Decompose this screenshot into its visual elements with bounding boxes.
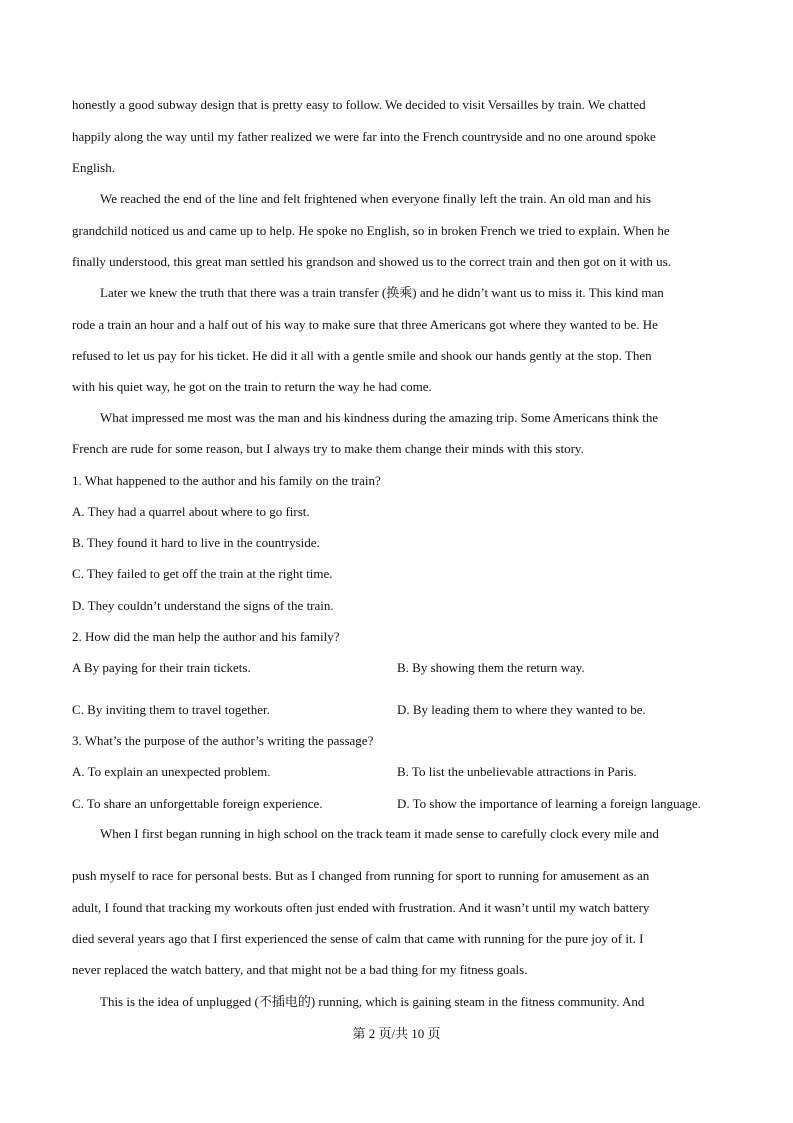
passage1-line: English. <box>72 160 115 175</box>
question-1-option-d: D. They couldn’t understand the signs of the train. <box>72 598 334 613</box>
passage2-line: died several years ago that I first experienced the sense of calm that came with running for the pure joy of it. I <box>72 931 644 946</box>
passage1-line: French are rude for some reason, but I always try to make them change their minds with this story. <box>72 441 584 456</box>
passage1-line: finally understood, this great man settled his grandson and showed us to the correct train and then got on it with us. <box>72 254 671 269</box>
question-3-option-d: D. To show the importance of learning a foreign language. <box>397 796 701 811</box>
question-3-option-c: C. To share an unforgettable foreign experience. <box>72 796 323 811</box>
passage1-line: We reached the end of the line and felt frightened when everyone finally left the train. An old man and his <box>100 191 651 206</box>
passage2-line: When I first began running in high school on the track team it made sense to carefully clock every mile and <box>100 826 659 841</box>
passage1-line: honestly a good subway design that is pretty easy to follow. We decided to visit Versailles by train. We chatted <box>72 97 646 112</box>
passage2-line: This is the idea of unplugged (不插电的) running, which is gaining steam in the fitness community. And <box>100 994 645 1009</box>
question-1-stem: 1. What happened to the author and his family on the train? <box>72 473 381 488</box>
passage1-line: grandchild noticed us and came up to help. He spoke no English, so in broken French we tried to explain. When he <box>72 223 670 238</box>
page-number: 第 2 页/共 10 页 <box>352 1026 441 1041</box>
question-3-option-b: B. To list the unbelievable attractions in Paris. <box>397 764 637 779</box>
passage2-line: adult, I found that tracking my workouts often just ended with frustration. And it wasn’t until my watch battery <box>72 900 650 915</box>
passage1-line: What impressed me most was the man and his kindness during the amazing trip. Some Americans think the <box>100 410 659 425</box>
question-2-option-b: B. By showing them the return way. <box>397 660 585 675</box>
passage2-line: never replaced the watch battery, and that might not be a bad thing for my fitness goals. <box>72 962 528 977</box>
question-1-option-a: A. They had a quarrel about where to go first. <box>72 504 310 519</box>
question-2-option-c: C. By inviting them to travel together. <box>72 702 270 717</box>
question-3-stem: 3. What’s the purpose of the author’s writing the passage? <box>72 733 374 748</box>
question-2-option-a: A By paying for their train tickets. <box>72 660 251 675</box>
passage2-line: push myself to race for personal bests. But as I changed from running for sport to running for amusement as an <box>72 868 650 883</box>
passage1-line: Later we knew the truth that there was a train transfer (换乘) and he didn’t want us to miss it. This kind man <box>100 285 664 300</box>
passage1-line: with his quiet way, he got on the train to return the way he had come. <box>72 379 432 394</box>
question-2-option-d: D. By leading them to where they wanted to be. <box>397 702 646 717</box>
question-1-option-c: C. They failed to get off the train at the right time. <box>72 566 333 581</box>
question-2-stem: 2. How did the man help the author and his family? <box>72 629 340 644</box>
passage1-line: rode a train an hour and a half out of his way to make sure that three Americans got where they wanted to be. He <box>72 317 658 332</box>
passage1-line: refused to let us pay for his ticket. He did it all with a gentle smile and shook our hands gently at the stop. Then <box>72 348 652 363</box>
question-3-option-a: A. To explain an unexpected problem. <box>72 764 271 779</box>
question-1-option-b: B. They found it hard to live in the countryside. <box>72 535 320 550</box>
passage1-line: happily along the way until my father realized we were far into the French countryside and no one around spoke <box>72 129 656 144</box>
